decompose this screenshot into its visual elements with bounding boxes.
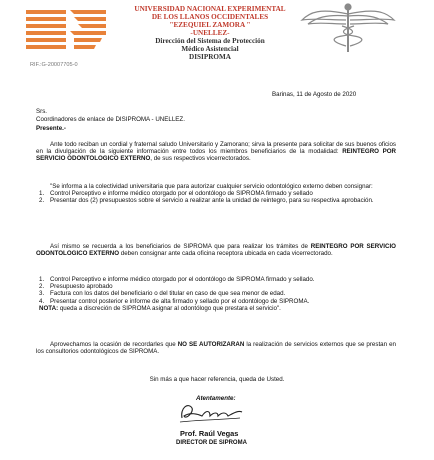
nota-text: queda a discreción de SIPROMA asignar al odontólogo que prestara el servicio".	[58, 304, 281, 312]
university-name-line1: UNIVERSIDAD NACIONAL EXPERIMENTAL	[134, 5, 286, 13]
list-item: 2. Presentar dos (2) presupuestos sobre el servicio a realizar ante la unidad de reintegro, para su respectiva aprobación.	[39, 197, 374, 205]
university-name-line2: DE LOS LLANOS OCCIDENTALES	[151, 13, 269, 21]
signature	[176, 398, 246, 426]
reminder-paragraph	[36, 243, 396, 257]
direction-name-line1: Dirección del Sistema de Protección	[155, 37, 265, 45]
direction-name-line2: Médico Asistencial	[181, 45, 239, 53]
requirements-list	[36, 276, 396, 305]
signer-title: DIRECTOR DE SIPROMA	[176, 440, 247, 446]
rif-number: RIF.:G-20007705-0	[30, 62, 78, 68]
place-date: Barinas, 11 de Agosto de 2020	[272, 91, 357, 98]
list-item: 1. Control Perceptivo e informe médico otorgado por el odontólogo de SIPROMA firmado y sellado	[39, 190, 313, 198]
list-item: 2. Presupuesto aprobado	[39, 283, 113, 291]
reminder-bold-text: REINTEGRO POR SERVICIO ODONTOLOGICO EXTERNO	[36, 243, 396, 258]
direction-name-line3: DISIPROMA	[189, 53, 231, 61]
reminder-text: Así mismo se recuerda a los beneficiarios de SIPROMA que para realizar los trámites de	[50, 243, 308, 250]
closing-end-text: la realización de servicios externos que se prestan en los consultorios odontológicos de SIPROMA.	[36, 341, 396, 356]
intro-end-text: , de sus respectivos vicerrectorados.	[150, 155, 251, 163]
closing-paragraph	[36, 341, 396, 355]
closing-text: Aprovechamos la ocasión de recordarles que	[50, 341, 178, 348]
institution-header	[124, 5, 296, 61]
nota-label: NOTA:	[39, 304, 59, 312]
university-name-line4: -UNELLEZ-	[190, 29, 230, 37]
reminder-end-text: deben consignar ante cada oficina receptora ubicada en cada vicerrectorado.	[119, 250, 333, 258]
presente: Presente.-	[36, 125, 66, 132]
university-name-line3: "EZEQUIEL ZAMORA "	[169, 21, 251, 29]
atentamente: Atentamente:	[196, 395, 236, 402]
closing-bold-text: NO SE AUTORIZARAN	[177, 341, 245, 348]
signer-name: Prof. Raúl Vegas	[180, 429, 239, 438]
caduceus-icon	[300, 2, 396, 54]
quote-list	[36, 190, 396, 204]
quote-block	[36, 183, 396, 205]
list-item: 1. Control Perceptivo e informe médico otorgado por el odontólogo de SIPROMA firmado y sellado.	[39, 276, 315, 283]
intro-text: Ante todo reciban un cordial y fraternal saludo Universitario y Zamorano; sirva la presente para solicitar de sus buenos oficios en la divulgación de la siguiente información entre todos los miembros beneficiarios de la modalidad:	[36, 141, 396, 156]
list-item: 3. Factura con los datos del beneficiario o del titular en caso de que sea menor de edad.	[39, 290, 286, 298]
salutation: Srs.	[36, 108, 48, 115]
intro-bold-text: REINTEGRO POR SERVICIO ODONTOLOGICO EXTERNO	[36, 148, 396, 163]
university-logo	[22, 6, 110, 64]
farewell: Sin más a que hacer referencia, queda de Usted.	[149, 376, 285, 383]
intro-paragraph	[36, 141, 396, 163]
requirements-block	[36, 276, 396, 312]
nota	[36, 305, 396, 312]
recipient: Coordinadores de enlace de DISIPROMA - UNELLEZ.	[36, 116, 185, 123]
quote-intro: "Se informa a la colectividad universitaria que para autorizar cualquier servicio odontológico externo deben consignar:	[50, 183, 373, 190]
list-item: 4. Presentar control posterior e informe de alta firmado y sellado por el odontólogo de SIPROMA.	[39, 297, 310, 305]
